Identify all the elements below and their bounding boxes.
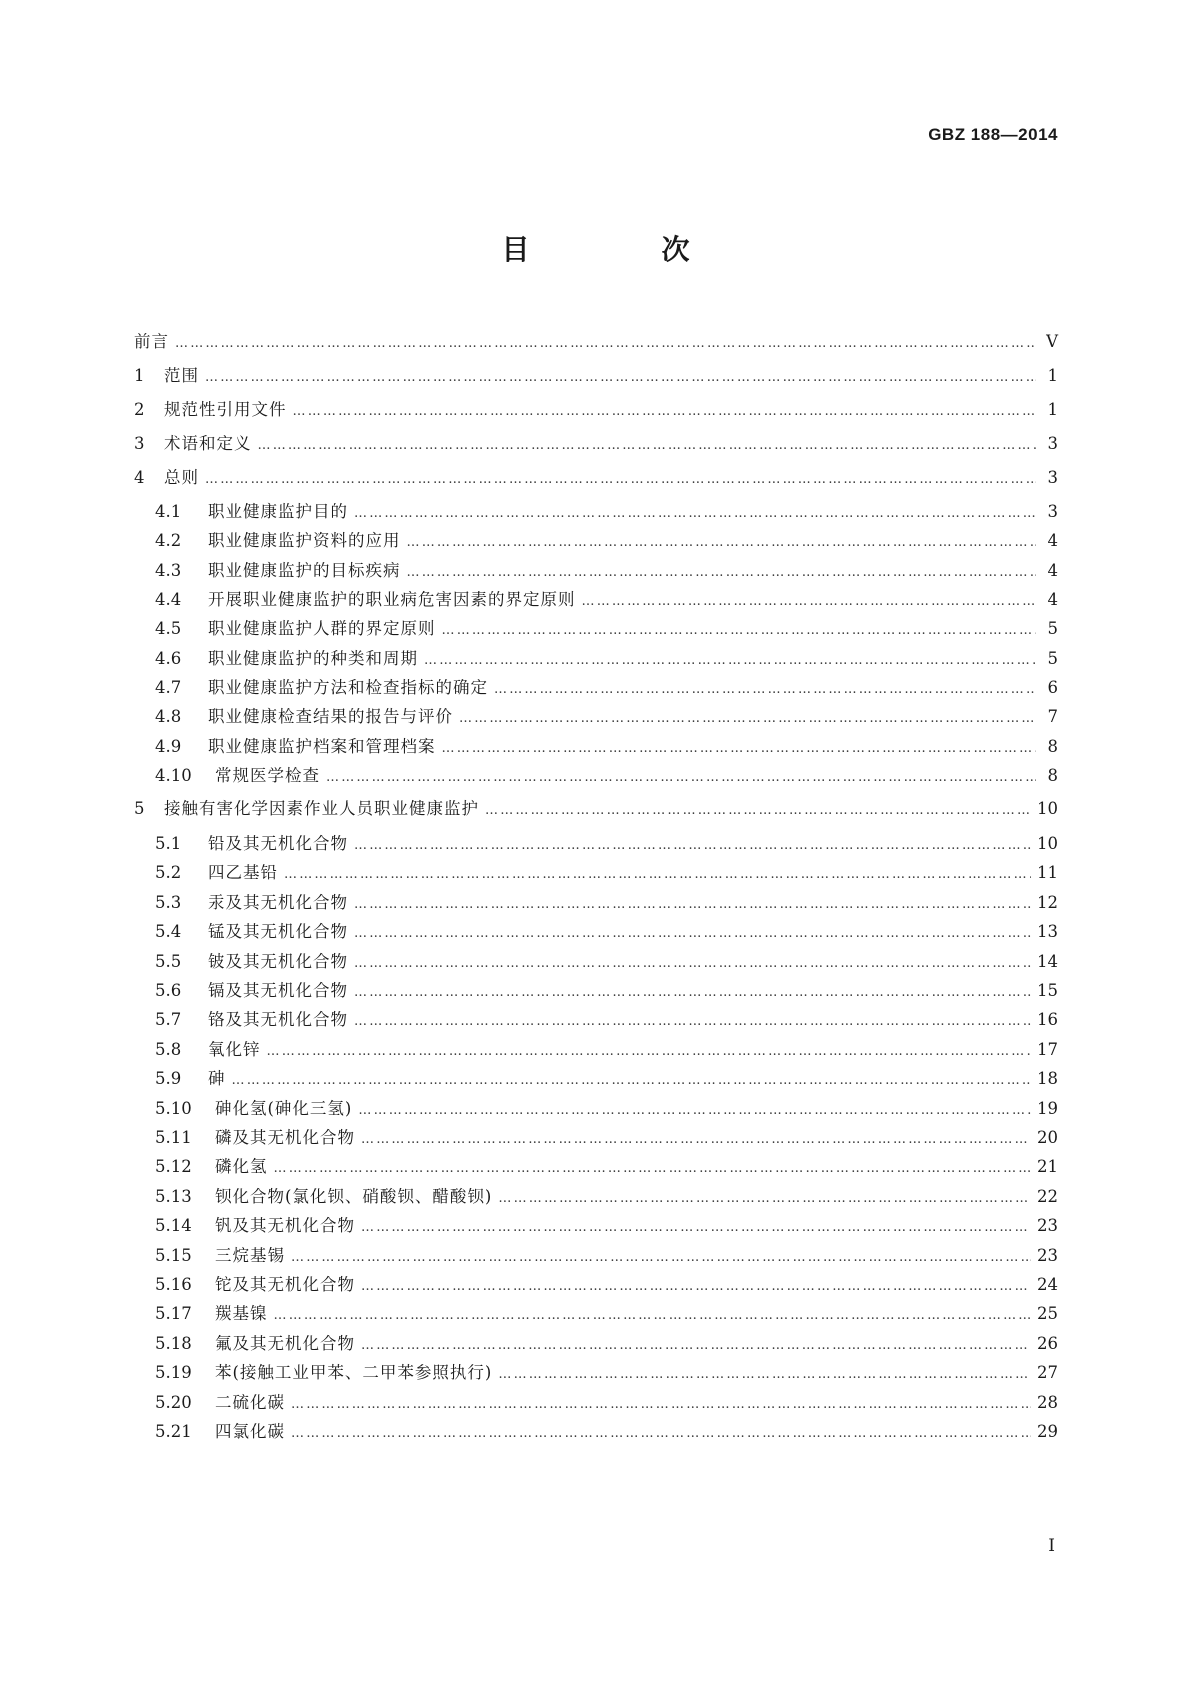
- toc-entry-page: 24: [1037, 1275, 1058, 1294]
- toc-entry-number: 5.11: [155, 1128, 192, 1147]
- toc-entry-page: 17: [1037, 1040, 1058, 1059]
- toc-entry-label: 二硫化碳: [215, 1393, 285, 1412]
- toc-entry-label: 磷化氢: [215, 1157, 268, 1176]
- toc-entry-label: 钒及其无机化合物: [215, 1216, 355, 1235]
- toc-entry-page: 16: [1037, 1010, 1058, 1029]
- toc-entry[interactable]: [134, 432, 1058, 456]
- toc-entry[interactable]: [134, 950, 1058, 974]
- toc-entry-label: 三烷基锡: [215, 1246, 285, 1265]
- toc-entry[interactable]: [134, 1038, 1058, 1062]
- toc-entry[interactable]: [134, 676, 1058, 700]
- toc-entry-number: 4.5: [155, 619, 182, 638]
- toc-entry-number: 4.3: [155, 561, 182, 580]
- toc-entry-page: 14: [1037, 952, 1058, 971]
- toc-entry[interactable]: [134, 1214, 1058, 1238]
- toc-entry-number: 1: [134, 366, 145, 385]
- toc-entry[interactable]: [134, 1097, 1058, 1121]
- toc-entry-number: 5.14: [155, 1216, 192, 1235]
- toc-entry-page: 5: [1047, 619, 1058, 638]
- dot-leader: [407, 531, 1037, 555]
- toc-entry-number: 5.3: [155, 893, 182, 912]
- dot-leader: [358, 1099, 1031, 1123]
- toc-entry-number: 5.10: [155, 1099, 192, 1118]
- toc-entry-page: 28: [1037, 1393, 1058, 1412]
- toc-entry-label: 前言: [134, 332, 169, 351]
- dot-leader: [407, 561, 1037, 585]
- toc-entry-page: 23: [1037, 1246, 1058, 1265]
- dot-leader: [274, 1304, 1032, 1328]
- toc-entry-page: 5: [1047, 649, 1058, 668]
- dot-leader: [361, 1275, 1031, 1299]
- toc-entry-label: 铅及其无机化合物: [208, 834, 348, 853]
- toc-entry-page: 15: [1037, 981, 1058, 1000]
- toc-entry[interactable]: [134, 647, 1058, 671]
- dot-leader: [284, 863, 1031, 887]
- dot-leader: [354, 922, 1031, 946]
- toc-entry[interactable]: [134, 529, 1058, 553]
- toc-entry-label: 职业健康监护资料的应用: [208, 531, 401, 550]
- dot-leader: [424, 649, 1036, 673]
- toc-entry-label: 磷及其无机化合物: [215, 1128, 355, 1147]
- dot-leader: [442, 619, 1037, 643]
- toc-entry[interactable]: [134, 588, 1058, 612]
- toc-entry-label: 铍及其无机化合物: [208, 952, 348, 971]
- toc-entry[interactable]: [134, 1185, 1058, 1209]
- toc-entry-page: 3: [1047, 434, 1058, 453]
- toc-entry-page: 18: [1037, 1069, 1058, 1088]
- toc-entry-label: 职业健康检查结果的报告与评价: [208, 707, 453, 726]
- toc-entry-number: 5.16: [155, 1275, 192, 1294]
- toc-entry-number: 5.1: [155, 834, 182, 853]
- dot-leader: [459, 707, 1036, 731]
- toc-entry-label: 四氯化碳: [215, 1422, 285, 1441]
- toc-entry[interactable]: [134, 398, 1058, 422]
- footer-page-number: Ⅰ: [1048, 1536, 1055, 1556]
- dot-leader: [232, 1069, 1032, 1093]
- toc-entry-page: 8: [1047, 766, 1058, 785]
- dot-leader: [258, 434, 1037, 458]
- toc-entry-label: 术语和定义: [164, 434, 252, 453]
- toc-entry-number: 4.8: [155, 707, 182, 726]
- dot-leader: [498, 1187, 1031, 1211]
- toc-entry-label: 氟及其无机化合物: [215, 1334, 355, 1353]
- dot-leader: [442, 737, 1037, 761]
- dot-leader: [291, 1422, 1031, 1446]
- toc-entry-label: 四乙基铅: [208, 863, 278, 882]
- dot-leader: [175, 332, 1036, 356]
- dot-leader: [354, 1010, 1031, 1034]
- toc-entry-page: 4: [1047, 590, 1058, 609]
- toc-entry-number: 4.6: [155, 649, 182, 668]
- dot-leader: [205, 366, 1036, 390]
- dot-leader: [291, 1393, 1031, 1417]
- toc-entry-page: 25: [1037, 1304, 1058, 1323]
- toc-entry-label: 钡化合物(氯化钡、硝酸钡、醋酸钡): [215, 1187, 493, 1206]
- toc-entry-label: 职业健康监护档案和管理档案: [208, 737, 436, 756]
- toc-entry[interactable]: [134, 1067, 1058, 1091]
- toc-entry[interactable]: [134, 797, 1058, 821]
- toc-entry-label: 范围: [164, 366, 199, 385]
- toc-entry-page: 11: [1037, 863, 1058, 882]
- toc-entry-label: 锰及其无机化合物: [208, 922, 348, 941]
- toc-entry-page: 21: [1037, 1157, 1058, 1176]
- dot-leader: [293, 400, 1037, 424]
- dot-leader: [326, 766, 1036, 790]
- toc-entry-number: 5.21: [155, 1422, 192, 1441]
- toc-entry-number: 5.8: [155, 1040, 182, 1059]
- toc-entry-label: 职业健康监护人群的界定原则: [208, 619, 436, 638]
- toc-entry-number: 5.4: [155, 922, 182, 941]
- dot-leader: [361, 1216, 1031, 1240]
- toc-entry-label: 接触有害化学因素作业人员职业健康监护: [164, 799, 479, 818]
- dot-leader: [361, 1334, 1031, 1358]
- dot-leader: [205, 468, 1036, 492]
- toc-entry-label: 镉及其无机化合物: [208, 981, 348, 1000]
- toc-entry-number: 4.7: [155, 678, 182, 697]
- toc-entry-number: 4.1: [155, 502, 182, 521]
- toc-entry-number: 2: [134, 400, 145, 419]
- toc-entry-label: 开展职业健康监护的职业病危害因素的界定原则: [208, 590, 576, 609]
- toc-entry-label: 规范性引用文件: [164, 400, 287, 419]
- toc-entry-page: 22: [1037, 1187, 1058, 1206]
- toc-entry-label: 砷: [208, 1069, 226, 1088]
- toc-entry[interactable]: [134, 735, 1058, 759]
- toc-entry-label: 氧化锌: [208, 1040, 261, 1059]
- toc-entry-label: 汞及其无机化合物: [208, 893, 348, 912]
- toc-entry-page: 1: [1047, 400, 1058, 419]
- dot-leader: [582, 590, 1037, 614]
- dot-leader: [494, 678, 1036, 702]
- toc-entry-page: 7: [1047, 707, 1058, 726]
- toc-entry-page: 10: [1037, 799, 1058, 818]
- toc-entry-label: 羰基镍: [215, 1304, 268, 1323]
- page-title: 目 次: [501, 233, 742, 266]
- dot-leader: [291, 1246, 1031, 1270]
- toc-entry-label: 铊及其无机化合物: [215, 1275, 355, 1294]
- toc-entry-page: 26: [1037, 1334, 1058, 1353]
- toc-entry-number: 5.5: [155, 952, 182, 971]
- toc-entry[interactable]: [134, 617, 1058, 641]
- dot-leader: [354, 952, 1031, 976]
- toc-entry-page: 20: [1037, 1128, 1058, 1147]
- toc-entry-number: 5.20: [155, 1393, 192, 1412]
- toc-entry[interactable]: [134, 559, 1058, 583]
- toc-entry-page: 29: [1037, 1422, 1058, 1441]
- dot-leader: [354, 502, 1036, 526]
- toc-entry[interactable]: [134, 1126, 1058, 1150]
- toc-entry-number: 5.7: [155, 1010, 182, 1029]
- toc-entry-page: 4: [1047, 561, 1058, 580]
- toc-entry-number: 4.10: [155, 766, 192, 785]
- dot-leader: [354, 893, 1031, 917]
- toc-entry-number: 3: [134, 434, 145, 453]
- toc-entry[interactable]: [134, 466, 1058, 490]
- toc-entry-number: 5.6: [155, 981, 182, 1000]
- toc-entry-number: 4.4: [155, 590, 182, 609]
- toc-entry-label: 铬及其无机化合物: [208, 1010, 348, 1029]
- toc-entry[interactable]: [134, 979, 1058, 1003]
- toc-entry-page: 8: [1047, 737, 1058, 756]
- toc-entry-page: 12: [1037, 893, 1058, 912]
- toc-entry-label: 职业健康监护的目标疾病: [208, 561, 401, 580]
- toc-entry-page: 4: [1047, 531, 1058, 550]
- toc-entry-number: 5.13: [155, 1187, 192, 1206]
- toc-entry-number: 4.9: [155, 737, 182, 756]
- toc-entry-page: 3: [1047, 502, 1058, 521]
- toc-entry[interactable]: [134, 1332, 1058, 1356]
- toc-entry-page: 19: [1037, 1099, 1058, 1118]
- toc-entry[interactable]: [134, 1391, 1058, 1415]
- toc-entry[interactable]: [134, 330, 1058, 354]
- toc-entry[interactable]: [134, 861, 1058, 885]
- toc-entry-page: Ⅴ: [1046, 332, 1058, 351]
- toc-entry-page: 1: [1047, 366, 1058, 385]
- toc-entry[interactable]: [134, 832, 1058, 856]
- dot-leader: [274, 1157, 1032, 1181]
- toc-entry-label: 常规医学检查: [215, 766, 320, 785]
- toc-entry-number: 4: [134, 468, 145, 487]
- toc-entry[interactable]: [134, 891, 1058, 915]
- toc-entry-number: 5.15: [155, 1246, 192, 1265]
- toc-entry-number: 5.2: [155, 863, 182, 882]
- dot-leader: [498, 1363, 1031, 1387]
- toc-entry-label: 职业健康监护目的: [208, 502, 348, 521]
- toc-entry[interactable]: [134, 1361, 1058, 1385]
- toc-entry-number: 4.2: [155, 531, 182, 550]
- toc-entry[interactable]: [134, 1273, 1058, 1297]
- dot-leader: [485, 799, 1031, 823]
- toc-entry-number: 5.9: [155, 1069, 182, 1088]
- toc-entry-label: 苯(接触工业甲苯、二甲苯参照执行): [215, 1363, 493, 1382]
- dot-leader: [267, 1040, 1032, 1064]
- standard-code: GBZ 188—2014: [928, 125, 1058, 144]
- toc-entry-label: 职业健康监护方法和检查指标的确定: [208, 678, 488, 697]
- toc-entry[interactable]: [134, 1008, 1058, 1032]
- toc-entry[interactable]: [134, 1420, 1058, 1444]
- toc-entry-page: 13: [1037, 922, 1058, 941]
- toc-entry-page: 10: [1037, 834, 1058, 853]
- toc-entry-number: 5: [134, 799, 145, 818]
- toc-entry-number: 5.19: [155, 1363, 192, 1382]
- toc-entry[interactable]: [134, 364, 1058, 388]
- toc-entry-number: 5.17: [155, 1304, 192, 1323]
- toc-entry[interactable]: [134, 1302, 1058, 1326]
- toc-entry-page: 23: [1037, 1216, 1058, 1235]
- toc-entry-number: 5.18: [155, 1334, 192, 1353]
- toc-entry-number: 5.12: [155, 1157, 192, 1176]
- dot-leader: [354, 834, 1031, 858]
- dot-leader: [354, 981, 1031, 1005]
- toc-entry-label: 总则: [164, 468, 199, 487]
- toc-entry-label: 砷化氢(砷化三氢): [215, 1099, 353, 1118]
- toc-entry[interactable]: [134, 1244, 1058, 1268]
- toc-entry[interactable]: [134, 705, 1058, 729]
- toc-entry-label: 职业健康监护的种类和周期: [208, 649, 418, 668]
- toc-entry[interactable]: [134, 1155, 1058, 1179]
- toc-entry[interactable]: [134, 764, 1058, 788]
- toc-entry[interactable]: [134, 500, 1058, 524]
- toc-entry-page: 6: [1047, 678, 1058, 697]
- toc-entry-page: 3: [1047, 468, 1058, 487]
- toc-entry[interactable]: [134, 920, 1058, 944]
- toc-entry-page: 27: [1037, 1363, 1058, 1382]
- dot-leader: [361, 1128, 1031, 1152]
